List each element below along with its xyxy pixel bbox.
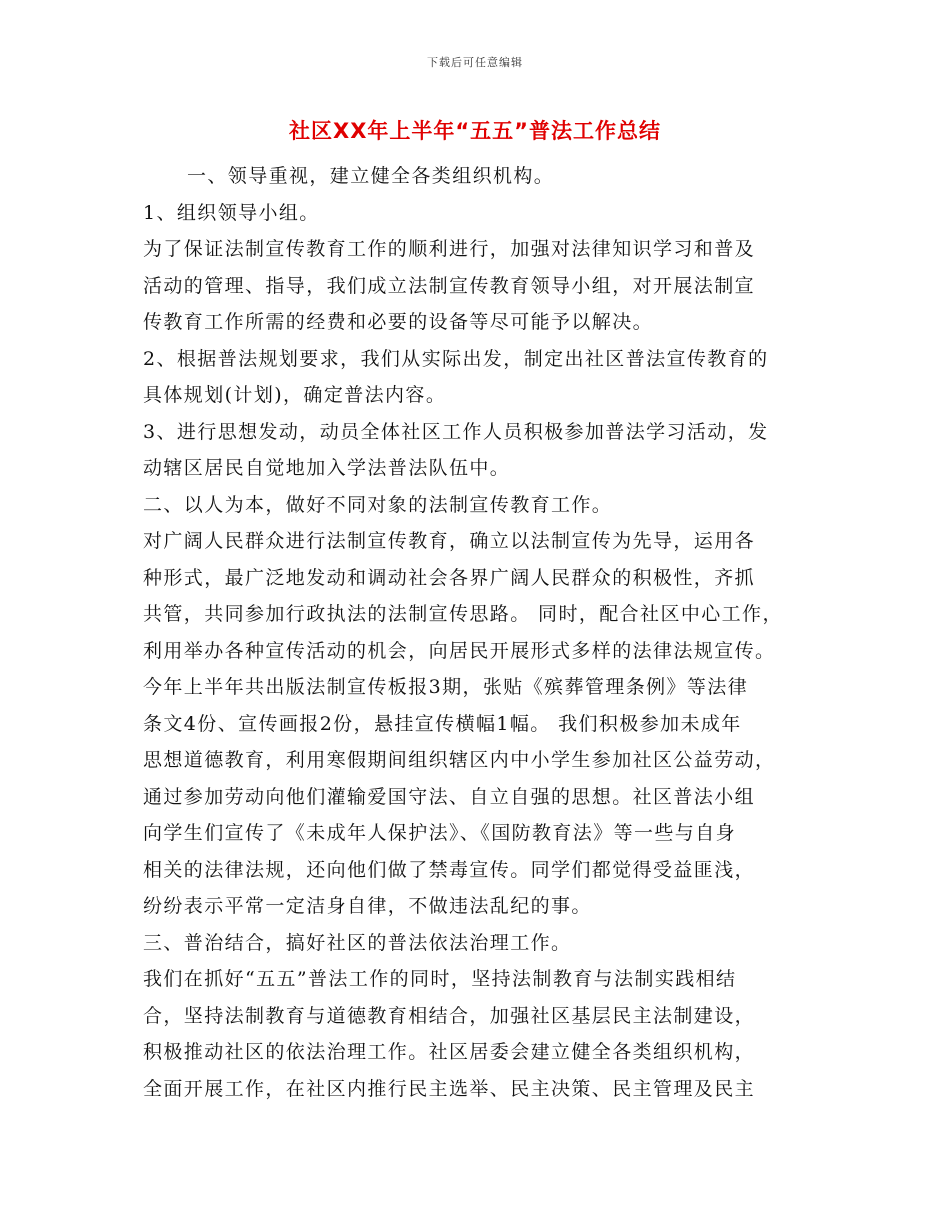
body-line: 利用举办各种宣传活动的机会，向居民开展形式多样的法律法规宣传。 xyxy=(143,639,776,662)
section-heading: 二、以人为本，做好不同对象的法制宣传教育工作。 xyxy=(143,493,613,516)
body-line: 向学生们宣传了《未成年人保护法》、《国防教育法》等一些与自身 xyxy=(143,822,737,844)
document-title: 社区XX年上半年“五五”普法工作总结 xyxy=(289,119,661,143)
section-heading: 一、领导重视，建立健全各类组织机构。 xyxy=(187,165,555,187)
body-line: 纷纷表示平常一定洁身自律，不做违法乱纪的事。 xyxy=(143,895,592,917)
body-line: 为了保证法制宣传教育工作的顺利进行，加强对法律知识学习和普及 xyxy=(143,238,756,260)
body-line: 全面开展工作，在社区内推行民主选举、民主决策、民主管理及民主 xyxy=(143,1077,756,1100)
body-line: 活动的管理、指导，我们成立法制宣传教育领导小组，对开展法制宣 xyxy=(143,274,756,297)
body-line: 我们在抓好“五五”普法工作的同时，坚持法制教育与法制实践相结 xyxy=(143,968,737,990)
body-line: 合，坚持法制教育与道德教育相结合，加强社区基层民主法制建设， xyxy=(143,1004,756,1027)
header-note: 下载后可任意编辑 xyxy=(427,56,523,69)
body-line: 积极推动社区的依法治理工作。社区居委会建立健全各类组织机构， xyxy=(143,1041,756,1063)
body-line: 1、组织领导小组。 xyxy=(143,201,320,224)
body-line: 3、进行思想发动，动员全体社区工作人员积极参加普法学习活动，发 xyxy=(143,420,769,443)
section-heading: 三、普治结合，搞好社区的普法依法治理工作。 xyxy=(143,931,572,954)
body-line: 具体规划(计划)，确定普法内容。 xyxy=(143,384,447,406)
body-line: 相关的法律法规，还向他们做了禁毒宣传。同学们都觉得受益匪浅， xyxy=(143,858,756,881)
body-line: 对广阔人民群众进行法制宣传教育，确立以法制宣传为先导，运用各 xyxy=(143,530,756,552)
body-line: 条文4份、宣传画报2份，悬挂宣传横幅1幅。 我们积极参加未成年 xyxy=(143,712,742,735)
body-line: 共管，共同参加行政执法的法制宣传思路。 同时，配合社区中心工作， xyxy=(143,603,783,625)
document-body xyxy=(143,158,823,1107)
body-line: 思想道德教育，利用寒假期间组织辖区内中小学生参加社区公益劳动， xyxy=(143,749,776,771)
body-line: 今年上半年共出版法制宣传板报3期，张贴《殡葬管理条例》等法律 xyxy=(143,676,749,698)
body-line: 动辖区居民自觉地加入学法普法队伍中。 xyxy=(143,457,511,479)
body-line: 传教育工作所需的经费和必要的设备等尽可能予以解决。 xyxy=(143,311,654,333)
body-line: 通过参加劳动向他们灌输爱国守法、自立自强的思想。社区普法小组 xyxy=(143,785,756,808)
body-line: 种形式，最广泛地发动和调动社会各界广阔人民群众的积极性，齐抓 xyxy=(143,566,756,589)
body-line: 2、根据普法规划要求，我们从实际出发，制定出社区普法宣传教育的 xyxy=(143,347,769,370)
